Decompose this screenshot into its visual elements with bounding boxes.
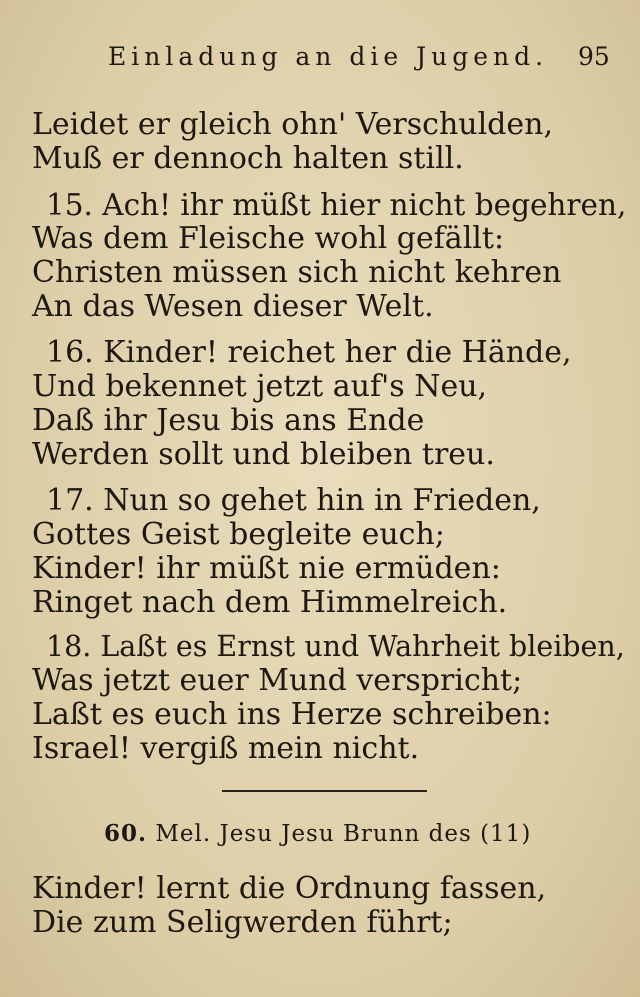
verse-line: Daß ihr Jesu bis ans Ende xyxy=(32,403,425,438)
verse-line: Israel! vergiß mein nicht. xyxy=(32,731,420,766)
hymn-line: Kinder! lernt die Ordnung fassen, xyxy=(32,871,547,906)
verse-line: Kinder! ihr müßt nie ermüden: xyxy=(32,551,501,586)
verse-line: An das Wesen dieser Welt. xyxy=(32,289,434,324)
verse-line: Werden sollt und bleiben treu. xyxy=(32,437,495,472)
hymn-heading xyxy=(104,820,531,847)
verse-line: Leidet er gleich ohn' Verschulden, xyxy=(32,107,554,142)
verse-15-line: 15. Ach! ihr müßt hier nicht begehren, xyxy=(46,188,627,222)
verse-line: Ringet nach dem Himmelreich. xyxy=(32,585,508,620)
hymn-melody: Mel. Jesu Jesu Brunn des (11) xyxy=(155,821,532,847)
verse-line: Christen müssen sich nicht kehren xyxy=(32,255,562,290)
running-header: Einladung an die Jugend. xyxy=(108,42,549,71)
verse-line: Und bekennet jetzt auf's Neu, xyxy=(32,369,488,404)
verse-line: Laßt es euch ins Herze schreiben: xyxy=(32,697,552,732)
verse-16-line: 16. Kinder! reichet her die Hände, xyxy=(46,335,572,370)
verse-18-line: 18. Laßt es Ernst und Wahrheit bleiben, xyxy=(46,630,625,663)
verse-line: Gottes Geist begleite euch; xyxy=(32,517,445,552)
hymn-line: Die zum Seligwerden führt; xyxy=(32,905,453,940)
page-number: 95 xyxy=(578,42,610,71)
verse-17-line: 17. Nun so gehet hin in Frieden, xyxy=(46,483,541,518)
verse-line: Was dem Fleische wohl gefällt: xyxy=(32,221,505,256)
verse-line: Muß er dennoch halten still. xyxy=(32,141,464,176)
section-divider xyxy=(222,790,427,792)
hymn-number: 60. xyxy=(104,820,148,847)
verse-line: Was jetzt euer Mund verspricht; xyxy=(32,663,523,698)
